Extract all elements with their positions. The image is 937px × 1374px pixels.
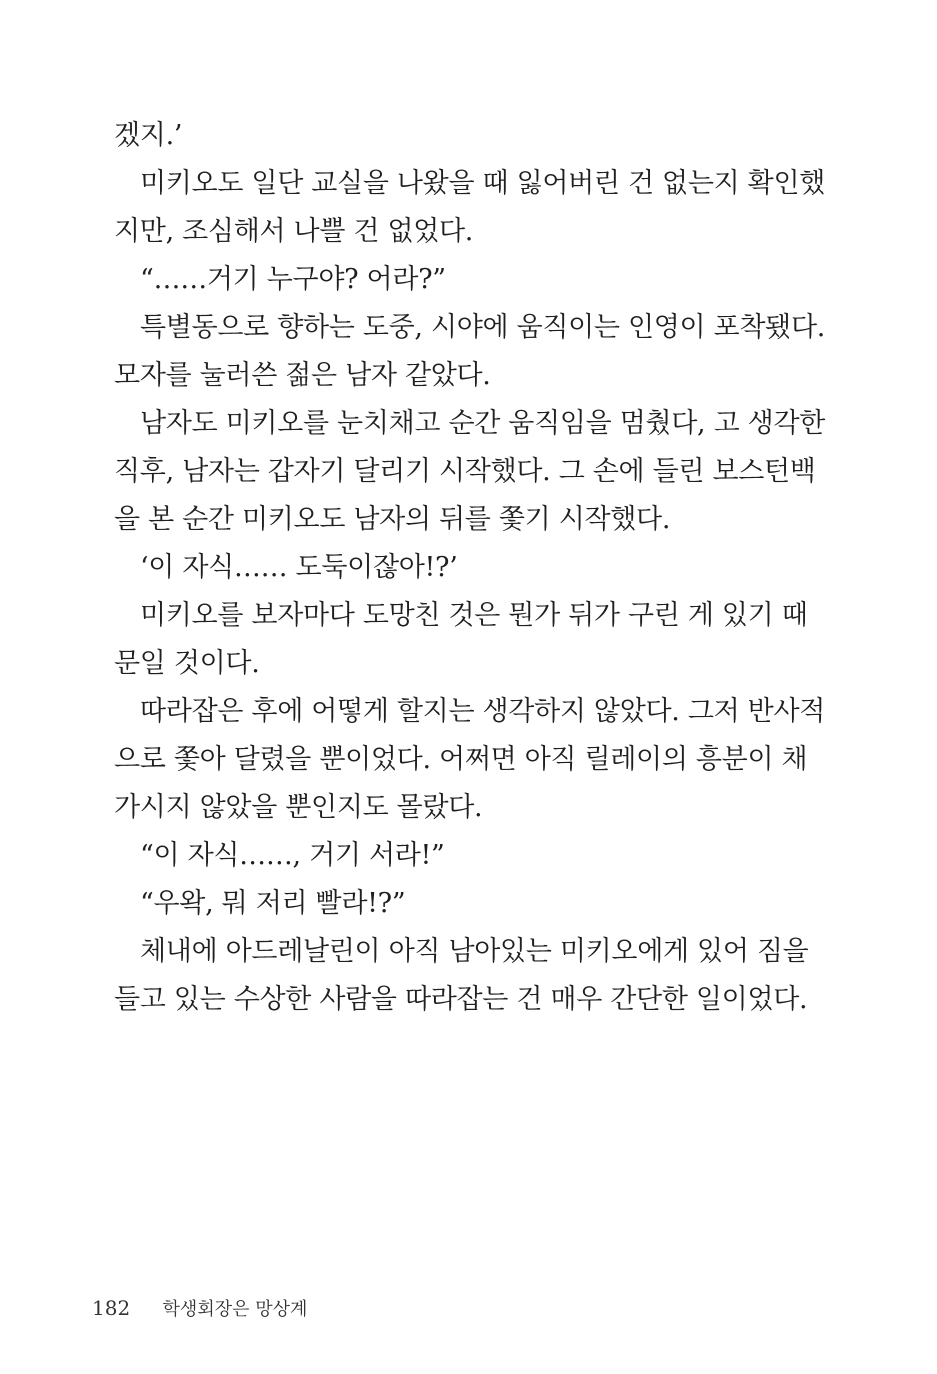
- text-line: 을 본 순간 미키오도 남자의 뒤를 쫓기 시작했다.: [114, 504, 671, 535]
- text-line: 직후, 남자는 갑자기 달리기 시작했다. 그 손에 들린 보스턴백: [114, 456, 816, 487]
- book-title: 학생회장은 망상계: [162, 1299, 308, 1320]
- text-line: 문일 것이다.: [114, 648, 260, 679]
- text-line: “……거기 누구야? 어라?”: [140, 264, 446, 295]
- text-line: 모자를 눌러쓴 젊은 남자 같았다.: [114, 360, 491, 391]
- text-line: ‘이 자식…… 도둑이잖아!?’: [140, 552, 458, 583]
- text-line: 특별동으로 향하는 도중, 시야에 움직이는 인영이 포착됐다.: [140, 312, 826, 343]
- text-line: 미키오를 보자마다 도망친 것은 뭔가 뒤가 구린 게 있기 때: [140, 600, 808, 631]
- text-line: 따라잡은 후에 어떻게 할지는 생각하지 않았다. 그저 반사적: [140, 696, 826, 727]
- page-number: 182: [92, 1296, 131, 1320]
- text-line: 가시지 않았을 뿐인지도 몰랐다.: [114, 792, 483, 823]
- text-line: 미키오도 일단 교실을 나왔을 때 잃어버린 건 없는지 확인했: [140, 168, 826, 199]
- text-line: 겠지.’: [114, 120, 183, 151]
- text-line: “우왁, 뭐 저리 빨라!?”: [140, 888, 406, 919]
- text-line: 으로 쫓아 달렸을 뿐이었다. 어쩌면 아직 릴레이의 흥분이 채: [114, 744, 808, 775]
- text-line: 지만, 조심해서 나쁠 건 없었다.: [114, 216, 474, 247]
- text-line: “이 자식……, 거기 서라!”: [140, 840, 445, 871]
- page-footer: [92, 1292, 307, 1324]
- text-line: 남자도 미키오를 눈치채고 순간 움직임을 멈췄다, 고 생각한: [140, 408, 826, 439]
- text-line: 체내에 아드레날린이 아직 남아있는 미키오에게 있어 짐을: [140, 936, 809, 967]
- text-line: 들고 있는 수상한 사람을 따라잡는 건 매우 간단한 일이었다.: [114, 984, 808, 1015]
